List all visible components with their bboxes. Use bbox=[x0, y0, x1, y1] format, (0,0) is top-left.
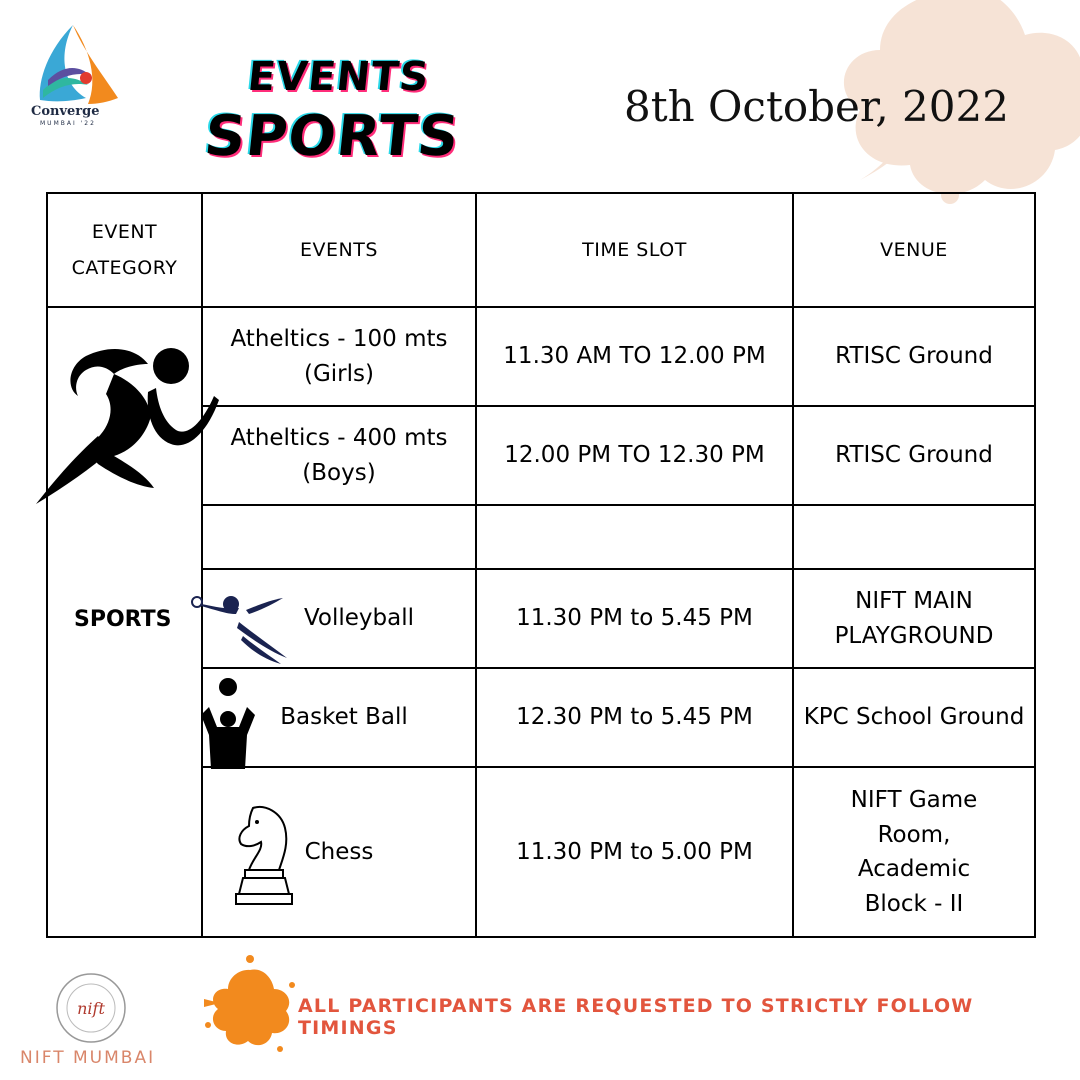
event-cell bbox=[202, 569, 476, 668]
title-sports: SPORTS bbox=[201, 104, 463, 169]
event-label: Chess bbox=[304, 838, 374, 865]
logo-subtitle: MUMBAI '22 bbox=[40, 120, 96, 127]
table-row bbox=[47, 307, 1035, 406]
title-events: EVENTS bbox=[245, 54, 432, 100]
notice-text: ALL PARTICIPANTS ARE REQUESTED TO STRICTLY FOLLOW TIMINGS bbox=[298, 995, 974, 1039]
runner-icon bbox=[36, 326, 226, 506]
venue-cell: KPC School Ground bbox=[793, 668, 1035, 767]
time-cell: 11.30 PM to 5.45 PM bbox=[476, 569, 793, 668]
paint-splash-icon bbox=[200, 955, 300, 1055]
time-cell: 11.30 PM to 5.00 PM bbox=[476, 767, 793, 937]
category-label: SPORTS bbox=[74, 607, 172, 632]
schedule-table bbox=[46, 192, 1036, 938]
time-cell: 12.00 PM TO 12.30 PM bbox=[476, 406, 793, 505]
svg-text:nift: nift bbox=[77, 999, 105, 1018]
time-cell bbox=[476, 505, 793, 569]
nift-mumbai-label: NIFT MUMBAI bbox=[20, 1048, 156, 1068]
event-cell bbox=[202, 505, 476, 569]
header-events: EVENTS bbox=[202, 193, 476, 307]
venue-cell: RTISC Ground bbox=[793, 307, 1035, 406]
time-cell: 12.30 PM to 5.45 PM bbox=[476, 668, 793, 767]
event-label: Basket Ball bbox=[280, 704, 408, 731]
venue-cell: RTISC Ground bbox=[793, 406, 1035, 505]
time-cell: 11.30 AM TO 12.00 PM bbox=[476, 307, 793, 406]
header-venue: VENUE bbox=[793, 193, 1035, 307]
venue-cell: NIFT Game Room, Academic Block - II bbox=[793, 767, 1035, 937]
table-header-row bbox=[47, 193, 1035, 307]
event-date: 8th October, 2022 bbox=[624, 82, 1009, 131]
header-time-slot: TIME SLOT bbox=[476, 193, 793, 307]
logo-name: Converge bbox=[31, 104, 100, 119]
venue-cell bbox=[793, 505, 1035, 569]
event-cell bbox=[202, 668, 476, 767]
event-cell bbox=[202, 767, 476, 937]
volleyball-icon bbox=[191, 588, 301, 668]
basketball-icon bbox=[195, 677, 261, 769]
category-cell bbox=[47, 307, 202, 937]
header-category: EVENT CATEGORY bbox=[47, 193, 202, 307]
nift-seal-icon bbox=[53, 970, 129, 1046]
event-cell: Atheltics - 400 mts (Boys) bbox=[202, 406, 476, 505]
table-row bbox=[47, 668, 1035, 767]
venue-cell: NIFT MAIN PLAYGROUND bbox=[793, 569, 1035, 668]
chess-knight-icon bbox=[233, 798, 295, 908]
event-label: Volleyball bbox=[303, 605, 415, 632]
event-cell: Atheltics - 100 mts (Girls) bbox=[202, 307, 476, 406]
